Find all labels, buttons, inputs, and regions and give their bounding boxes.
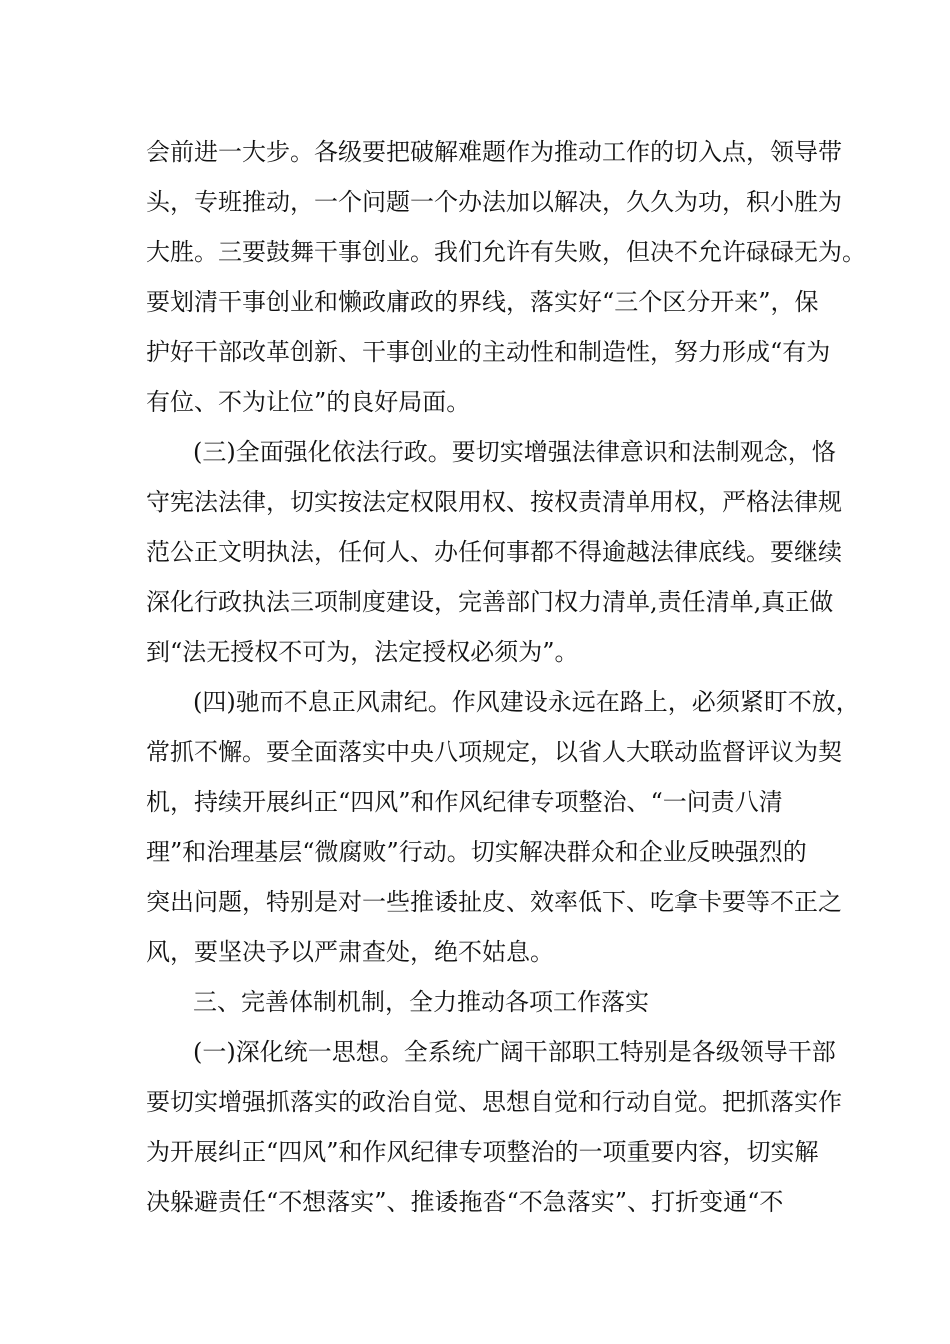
text-line: 护好干部改革创新、干事创业的主动性和制造性，努力形成“有为 <box>146 338 831 366</box>
text-line: 深化行政执法三项制度建设，完善部门权力清单,责任清单,真正做 <box>146 588 834 616</box>
paragraph-heading: (四)驰而不息正风肃纪。作风建设永远在路上，必须紧盯不放， <box>193 688 860 716</box>
text-line: 为开展纠正“四风”和作风纪律专项整治的一项重要内容，切实解 <box>146 1138 819 1166</box>
section-heading: 三、完善体制机制，全力推动各项工作落实 <box>193 988 649 1016</box>
text-line: 有位、不为让位”的良好局面。 <box>146 388 471 416</box>
paragraph-heading: (三)全面强化依法行政。要切实增强法律意识和法制观念，恪 <box>193 438 836 466</box>
text-line: 范公正文明执法，任何人、办任何事都不得逾越法律底线。要继续 <box>146 538 842 566</box>
text-line: 要切实增强抓落实的政治自觉、思想自觉和行动自觉。把抓落实作 <box>146 1088 842 1116</box>
text-line: 决躲避责任“不想落实”、推诿拖沓“不急落实”、打折变通“不 <box>146 1188 784 1216</box>
text-line: 常抓不懈。要全面落实中央八项规定，以省人大联动监督评议为契 <box>146 738 842 766</box>
paragraph-heading: (一)深化统一思想。全系统广阔干部职工特别是各级领导干部 <box>193 1038 836 1066</box>
text-line: 风，要坚决予以严肃查处，绝不姑息。 <box>146 938 554 966</box>
text-line: 要划清干事创业和懒政庸政的界线，落实好“三个区分开来”，保 <box>146 288 819 316</box>
text-line: 头，专班推动，一个问题一个办法加以解决，久久为功，积小胜为 <box>146 188 842 216</box>
text-line: 机，持续开展纠正“四风”和作风纪律专项整治、“一问责八清 <box>146 788 783 816</box>
text-line: 突出问题，特别是对一些推诿扯皮、效率低下、吃拿卡要等不正之 <box>146 888 842 916</box>
text-line: 大胜。三要鼓舞干事创业。我们允许有失败，但决不允许碌碌无为。 <box>146 238 866 266</box>
text-line: 会前进一大步。各级要把破解难题作为推动工作的切入点，领导带 <box>146 138 842 166</box>
text-line: 守宪法法律，切实按法定权限用权、按权责清单用权，严格法律规 <box>146 488 842 516</box>
text-line: 理”和治理基层“微腐败”行动。切实解决群众和企业反映强烈的 <box>146 838 807 866</box>
text-line: 到“法无授权不可为，法定授权必须为”。 <box>146 638 579 666</box>
